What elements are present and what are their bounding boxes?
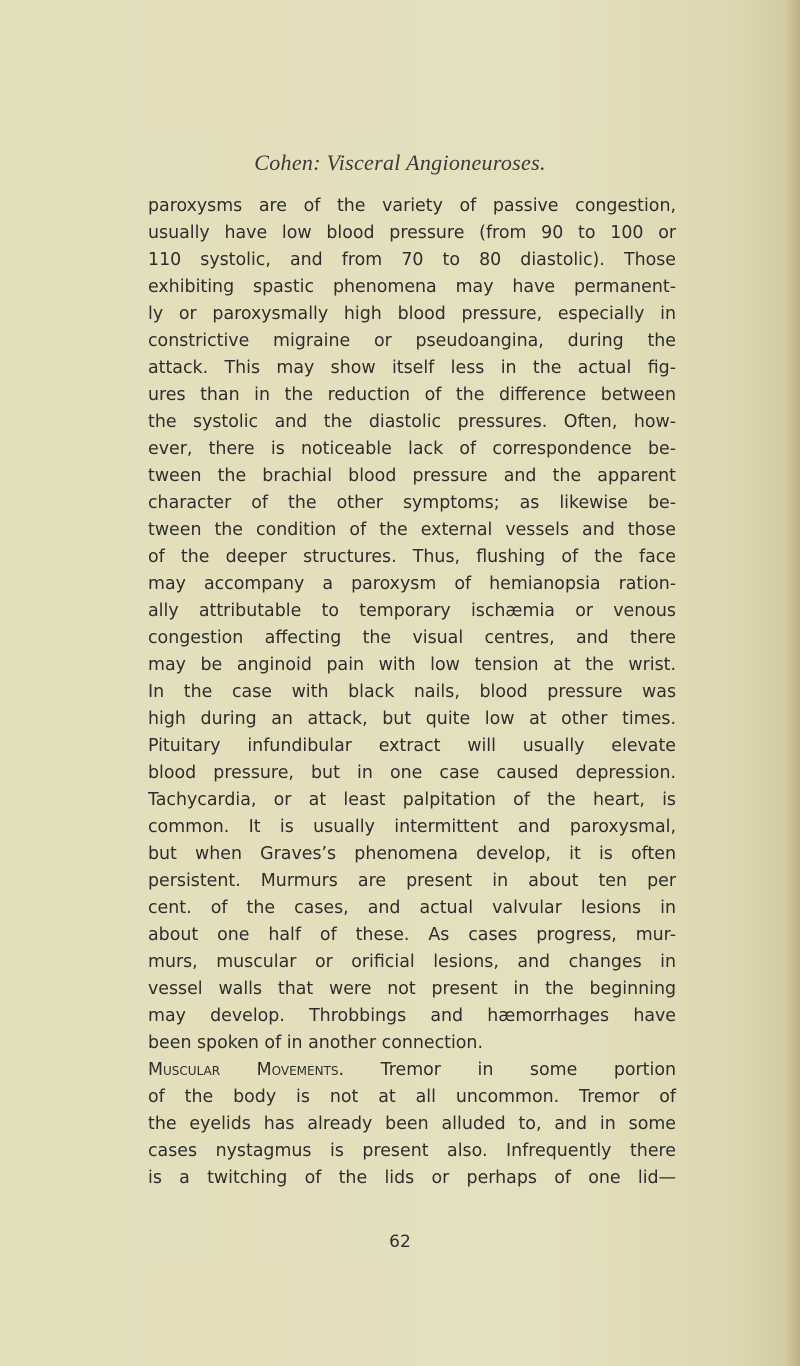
text-line: Pituitary infundibular extract will usually elevate	[148, 736, 676, 756]
section-first-line	[148, 1057, 676, 1084]
text-line: tween the condition of the external vessels and those	[148, 520, 676, 540]
text-line: ever, there is noticeable lack of correspondence be-	[148, 439, 676, 459]
text-line: murs, muscular or orificial lesions, and changes in	[148, 952, 676, 972]
page-edge-shadow	[786, 0, 800, 1366]
text-line: common. It is usually intermittent and paroxysmal,	[148, 817, 676, 837]
text-line: character of the other symptoms; as likewise be-	[148, 493, 676, 513]
text-line: cent. of the cases, and actual valvular lesions in	[148, 898, 676, 918]
text-line: about one half of these. As cases progress, mur-	[148, 925, 676, 945]
text-line: ly or paroxysmally high blood pressure, especially in	[148, 304, 676, 324]
text-line: constrictive migraine or pseudoangina, during the	[148, 331, 676, 351]
text-line: exhibiting spastic phenomena may have permanent-	[148, 277, 676, 297]
text-line: ally attributable to temporary ischæmia or venous	[148, 601, 676, 621]
text-line: In the case with black nails, blood pressure was	[148, 682, 676, 702]
text-line: ures than in the reduction of the difference between	[148, 385, 676, 405]
text-line: tween the brachial blood pressure and the apparent	[148, 466, 676, 486]
text-line: Tachycardia, or at least palpitation of the heart, is	[148, 790, 676, 810]
section-heading: Muscular Movements.	[148, 1060, 345, 1080]
section-line-text: Tremor in some portion	[380, 1060, 676, 1080]
text-line: of the body is not at all uncommon. Tremor of	[148, 1087, 676, 1107]
text-line: persistent. Murmurs are present in about ten per	[148, 871, 676, 891]
text-line: the systolic and the diastolic pressures. Often, how-	[148, 412, 676, 432]
text-line: congestion affecting the visual centres, and there	[148, 628, 676, 648]
text-line: is a twitching of the lids or perhaps of one lid—	[148, 1168, 676, 1188]
text-line: 110 systolic, and from 70 to 80 diastolic). Those	[148, 250, 676, 270]
text-line: vessel walls that were not present in the beginning	[148, 979, 676, 999]
text-line: may accompany a paroxysm of hemianopsia ration-	[148, 574, 676, 594]
text-line: cases nystagmus is present also. Infrequently there	[148, 1141, 676, 1161]
running-header: Cohen: Visceral Angioneuroses.	[254, 150, 546, 175]
text-line: blood pressure, but in one case caused depression.	[148, 763, 676, 783]
text-line: but when Graves’s phenomena develop, it is often	[148, 844, 676, 864]
page-number: 62	[389, 1232, 411, 1252]
text-line: been spoken of in another connection.	[148, 1033, 483, 1053]
text-line: high during an attack, but quite low at other times.	[148, 709, 676, 729]
text-line: the eyelids has already been alluded to, and in some	[148, 1114, 676, 1134]
body-text	[148, 193, 676, 1192]
text-line: attack. This may show itself less in the actual fig-	[148, 358, 676, 378]
text-line: may develop. Throbbings and hæmorrhages have	[148, 1006, 676, 1026]
text-line: paroxysms are of the variety of passive congestion,	[148, 196, 676, 216]
text-line: usually have low blood pressure (from 90 to 100 or	[148, 223, 676, 243]
text-line: may be anginoid pain with low tension at the wrist.	[148, 655, 676, 675]
text-line: of the deeper structures. Thus, flushing of the face	[148, 547, 676, 567]
